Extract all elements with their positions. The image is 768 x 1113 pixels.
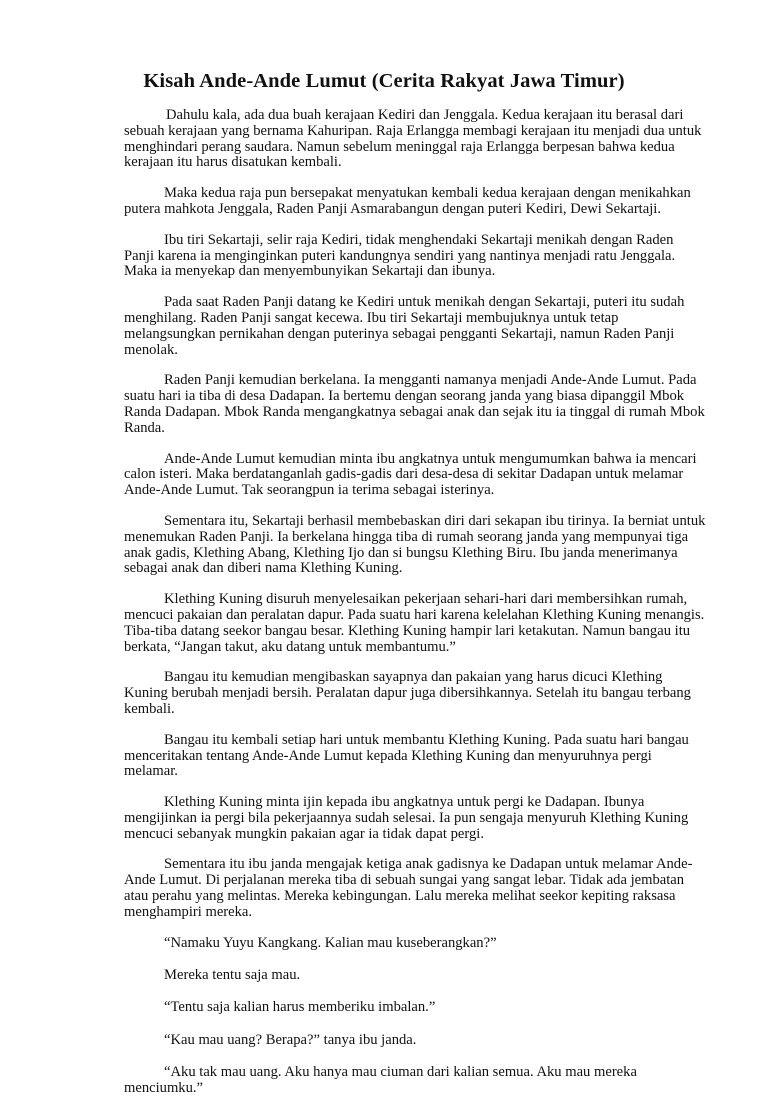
dialog-line-5: “Aku tak mau uang. Aku hanya mau ciuman dari kalian semua. Aku mau mereka menciumku.” xyxy=(124,1063,637,1096)
document-title: Kisah Ande-Ande Lumut (Cerita Rakyat Jawa Timur) xyxy=(143,70,625,92)
paragraph-12: Sementara itu ibu janda mengajak ketiga anak gadisnya ke Dadapan untuk melamar Ande-Ande Lumut. Di perjalanan mereka tiba di sebuah sungai yang sangat lebar. Tidak ada jembatan atau perahu yang melintas. Mereka kebingungan. Lalu mereka melihat seekor kepiting raksasa menghampiri mereka. xyxy=(124,856,693,920)
paragraph-5: Raden Panji kemudian berkelana. Ia mengganti namanya menjadi Ande-Ande Lumut. Pada suatu hari ia tiba di desa Dadapan. Ia bertemu dengan seorang janda yang biasa dipanggil Mbok Randa Dadapan. Mbok Randa mengangkatnya sebagai anak dan sejak itu ia tinggal di rumah Mbok Randa. xyxy=(124,372,705,436)
paragraph-6: Ande-Ande Lumut kemudian minta ibu angkatnya untuk mengumumkan bahwa ia mencari calon isteri. Maka berdatanganlah gadis-gadis dari desa-desa di sekitar Dadapan untuk melamar Ande-Ande Lumut. Tak seorangpun ia terima sebagai isterinya. xyxy=(124,450,697,499)
dialog-line-3: “Tentu saja kalian harus memberiku imbalan.” xyxy=(164,999,436,1016)
paragraph-3: Ibu tiri Sekartaji, selir raja Kediri, tidak menghendaki Sekartaji menikah dengan Raden Panji karena ia menginginkan puteri kandungnya sendiri yang nantinya menjadi ratu Jenggala. Maka ia menyekap dan menyembunyikan Sekartaji dan ibunya. xyxy=(124,231,676,280)
paragraph-11: Klething Kuning minta ijin kepada ibu angkatnya untuk pergi ke Dadapan. Ibunya mengijinkan ia pergi bila pekerjaannya sudah selesai. Ia pun sengaja menyuruh Klething Kuning mencuci sebanyak mungkin pakaian agar ia tidak dapat pergi. xyxy=(124,794,689,842)
paragraph-7: Sementara itu, Sekartaji berhasil membebaskan diri dari sekapan ibu tirinya. Ia berniat untuk menemukan Raden Panji. Ia berkelana hingga tiba di rumah seorang janda yang mempunyai tiga anak gadis, Klething Abang, Klething Ijo dan si bungsu Klething Biru. Ibu janda menerimanya sebagai anak dan diberi nama Klething Kuning. xyxy=(124,512,706,577)
paragraph-8: Klething Kuning disuruh menyelesaikan pekerjaan sehari-hari dari membersihkan rumah, mencuci pakaian dan peralatan dapur. Pada suatu hari karena kelelahan Klething Kuning menangis. Tiba-tiba datang seekor bangau besar. Klething Kuning hampir lari ketakutan. Namun bangau itu berkata, “Jangan takut, aku datang untuk membantumu.” xyxy=(124,591,705,655)
dialog-line-2: Mereka tentu saja mau. xyxy=(164,966,301,983)
dialog-line-1: “Namaku Yuyu Kangkang. Kalian mau kuseberangkan?” xyxy=(164,934,497,951)
paragraph-4: Pada saat Raden Panji datang ke Kediri untuk menikah dengan Sekartaji, puteri itu sudah menghilang. Raden Panji sangat kecewa. Ibu tiri Sekartaji membujuknya untuk tetap melangsungkan pernikahan dengan puterinya sebagai pengganti Sekartaji, namun Raden Panji menolak. xyxy=(124,294,685,358)
story-body xyxy=(124,108,706,1113)
paragraph-10: Bangau itu kembali setiap hari untuk membantu Klething Kuning. Pada suatu hari bangau menceritakan tentang Ande-Ande Lumut kepada Klething Kuning dan menyuruhnya pergi melamar. xyxy=(124,731,689,780)
dialog-line-4: “Kau mau uang? Berapa?” tanya ibu janda. xyxy=(164,1031,417,1048)
paragraph-2: Maka kedua raja pun bersepakat menyatukan kembali kedua kerajaan dengan menikahkan putera mahkota Jenggala, Raden Panji Asmarabangun dengan puteri Kediri, Dewi Sekartaji. xyxy=(124,185,691,217)
paragraph-9: Bangau itu kemudian mengibaskan sayapnya dan pakaian yang harus dicuci Klething Kuning berubah menjadi bersih. Peralatan dapur juga dibersihkannya. Setelah itu bangau terbang kembali. xyxy=(124,669,691,717)
paragraph-1: Dahulu kala, ada dua buah kerajaan Kediri dan Jenggala. Kedua kerajaan itu berasal dari sebuah kerajaan yang bernama Kahuripan. Raja Erlangga membagi kerajaan itu menjadi dua untuk menghindari perang saudara. Namun sebelum meninggal raja Erlangga berpesan bahwa kedua kerajaan itu harus disatukan kembali. xyxy=(124,107,702,171)
